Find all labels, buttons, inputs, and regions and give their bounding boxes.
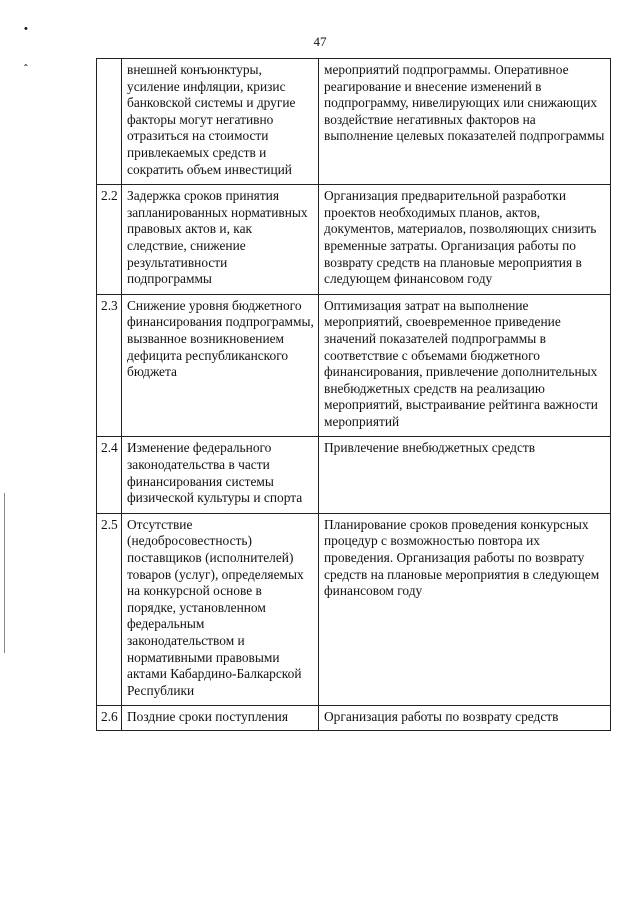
risk-description: Отсутствие (недобросовестность) поставщиков (исполнителей) товаров (услуг), определяемых на конкурсной основе в порядке, установленном федеральным законодательством и нормативными правовыми актами Кабардино-Балкарской Республики (122, 513, 319, 706)
row-number (97, 59, 122, 185)
table-row (97, 59, 611, 185)
mitigation-measure: Организация работы по возврату средств (319, 706, 611, 731)
scan-mark: • (24, 23, 28, 35)
risk-description: Снижение уровня бюджетного финансирования подпрограммы, вызванное возникновением дефицита республиканского бюджета (122, 294, 319, 437)
row-number: 2.2 (97, 185, 122, 295)
mitigation-measure: мероприятий подпрограммы. Оперативное реагирование и внесение изменений в подпрограмму, нивелирующих или снижающих воздействие негативных факторов на выполнение целевых показателей подпрограммы (319, 59, 611, 185)
table-row (97, 437, 611, 513)
scan-mark: ˆ (24, 63, 28, 75)
risk-description: внешней конъюнктуры, усиление инфляции, кризис банковской системы и другие факторы могут негативно отразиться на стоимости привлекаемых средств и сократить объем инвестиций (122, 59, 319, 185)
row-number: 2.4 (97, 437, 122, 513)
scan-artifact-line (4, 493, 5, 653)
risk-description: Поздние сроки поступления (122, 706, 319, 731)
page-number: 47 (313, 34, 327, 49)
risk-description: Изменение федерального законодательства в части финансирования системы физической культуры и спорта (122, 437, 319, 513)
row-number: 2.5 (97, 513, 122, 706)
mitigation-measure: Привлечение внебюджетных средств (319, 437, 611, 513)
table-row (97, 513, 611, 706)
row-number: 2.6 (97, 706, 122, 731)
risk-description: Задержка сроков принятия запланированных нормативных правовых актов и, как следствие, снижение результативности подпрограммы (122, 185, 319, 295)
table-row (97, 706, 611, 731)
mitigation-measure: Организация предварительной разработки проектов необходимых планов, актов, документов, материалов, позволяющих снизить временные затраты. Организация работы по возврату средств на плановые мероприятия в следующем финансовом году (319, 185, 611, 295)
table-row (97, 294, 611, 437)
row-number: 2.3 (97, 294, 122, 437)
mitigation-measure: Планирование сроков проведения конкурсных процедур с возможностью повтора их проведения. Организация работы по возврату средств на плановые мероприятия в следующем финансовом году (319, 513, 611, 706)
mitigation-measure: Оптимизация затрат на выполнение мероприятий, своевременное приведение значений показателей подпрограммы в соответствие с объемами бюджетного финансирования, привлечение дополнительных внебюджетных средств на реализацию мероприятий, выстраивание рейтинга важности мероприятий (319, 294, 611, 437)
table-row (97, 185, 611, 295)
risk-table (96, 58, 611, 731)
